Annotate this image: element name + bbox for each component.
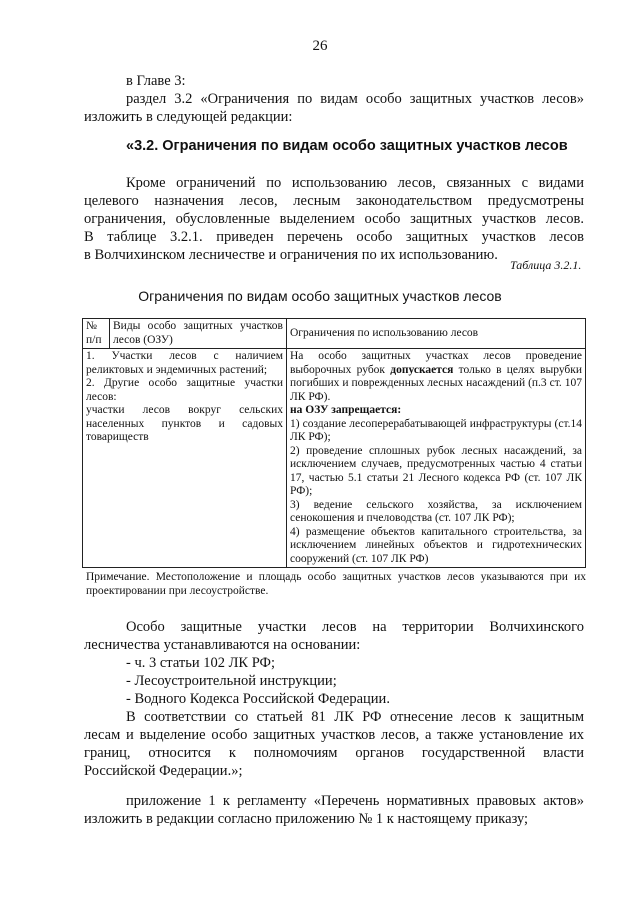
restriction-intro (290, 350, 582, 404)
type-item-3: участки лесов вокруг сельских населенных пунктов и садовых товариществ (86, 404, 283, 443)
header-types-cell (110, 319, 287, 349)
section-heading: «3.2. Ограничения по видам особо защитных участков лесов (126, 138, 568, 154)
header-num-b: п/п (86, 333, 102, 346)
para1-line-1: Кроме ограничений по использованию лесов, связанных с видами (126, 175, 584, 191)
para1-line-3: ограничения, обусловленные выделением особо защитных участков лесов. (84, 211, 584, 227)
restriction-intro-b: только в целях вырубки погибших и поврежденных лесных насаждений (п.3 ст. 107 ЛК РФ). (290, 363, 583, 403)
header-types: Виды особо защитных участков лесов (ОЗУ) (113, 320, 283, 346)
para4-line-1: приложение 1 к регламенту «Перечень нормативных правовых актов» (126, 793, 584, 809)
table-header-row (83, 319, 586, 349)
para2-line-1: Особо защитные участки лесов на территории Волчихинского (126, 619, 584, 635)
restriction-3: 3) ведение сельского хозяйства, за исключением сенокошения и пчеловодства (ст. 107 ЛК РФ); (290, 498, 582, 524)
para3-line-4: Российской Федерации.»; (84, 763, 243, 779)
restriction-intro-bold: допускается (390, 363, 454, 376)
table-note: Примечание. Местоположение и площадь особо защитных участков лесов указываются при их проектировании при лесоустройстве. (86, 571, 586, 597)
header-restrictions: Ограничения по использованию лесов (290, 326, 479, 339)
restrictions-table (82, 318, 586, 568)
header-num-a: № (86, 320, 97, 332)
header-restrictions-cell (287, 319, 586, 349)
para4-line-2: изложить в редакции согласно приложению № 1 к настоящему приказу; (84, 811, 529, 827)
type-item-1: 1. Участки лесов с наличием реликтовых и эндемичных растений; (86, 350, 283, 376)
table-caption: Таблица 3.2.1. (510, 258, 582, 272)
forbidden-label: на ОЗУ запрещается: (290, 404, 402, 416)
para3-line-1: В соответствии со статьей 81 ЛК РФ отнесение лесов к защитным (126, 709, 584, 725)
intro-line-2: раздел 3.2 «Ограничения по видам особо защитных участков лесов» (126, 91, 584, 107)
restriction-intro-a: На особо защитных участках лесов проведение выборочных рубок (290, 350, 582, 376)
para2-line-2: лесничества устанавливаются на основании: (84, 637, 361, 653)
para3-line-2: лесам и выделение особо защитных участков лесов, а также установление их (84, 727, 584, 743)
page-number: 26 (312, 38, 328, 54)
para1-line-5: в Волчихинском лесничестве и ограничения по их использованию. (84, 247, 498, 263)
restrictions-cell (287, 349, 586, 568)
table-row (83, 349, 586, 568)
types-cell (83, 349, 287, 568)
list-item: - Лесоустроительной инструкции; (126, 673, 337, 689)
para1-line-4: В таблице 3.2.1. приведен перечень особо защитных участков лесов (84, 229, 584, 245)
header-num-cell (83, 319, 110, 349)
para1-line-2: целевого назначения лесов, лесным законодательством предусмотрены (84, 193, 584, 209)
list-item: - Водного Кодекса Российской Федерации. (126, 691, 390, 707)
table-title: Ограничения по видам особо защитных участков лесов (138, 288, 502, 304)
para3-line-3: границ, относится к полномочиям органов государственной власти (84, 745, 584, 761)
list-item: - ч. 3 статьи 102 ЛК РФ; (126, 655, 276, 671)
intro-line-1: в Главе 3: (126, 73, 186, 89)
intro-line-3: изложить в следующей редакции: (84, 109, 293, 125)
restriction-2: 2) проведение сплошных рубок лесных насаждений, за исключением случаев, предусмотренных частью 4 статьи 17, частью 5.1 статьи 21 Лесного кодекса РФ (ст. 107 ЛК РФ); (290, 444, 582, 497)
restriction-1: 1) создание лесоперерабатывающей инфраструктуры (ст.14 ЛК РФ); (290, 417, 582, 443)
restriction-4: 4) размещение объектов капитального строительства, за исключением линейных объектов и гидротехнических сооружений (ст. 107 ЛК РФ) (290, 525, 582, 565)
type-item-2: 2. Другие особо защитные участки лесов: (86, 377, 283, 403)
